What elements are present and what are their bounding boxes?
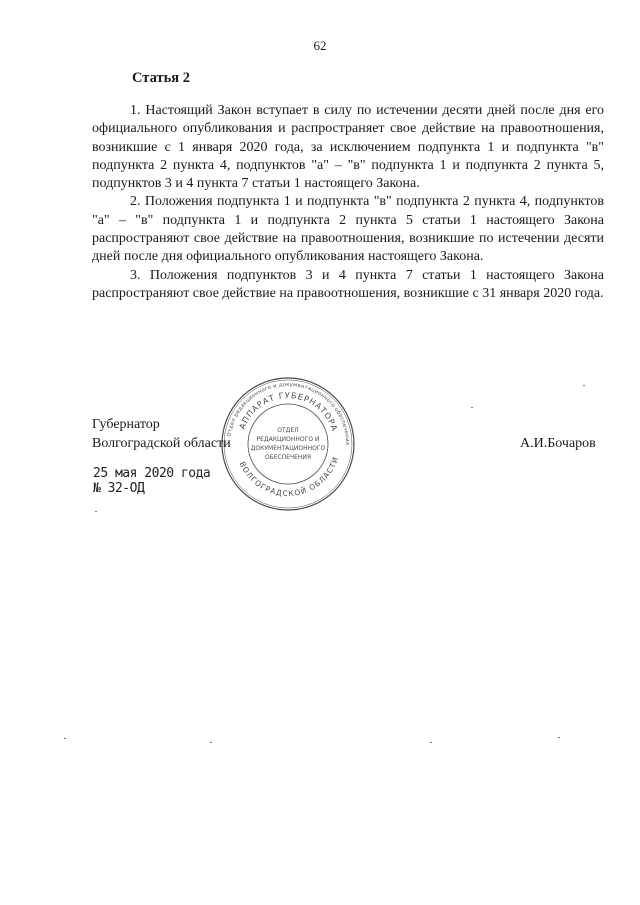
scan-speck <box>558 737 560 738</box>
page-number: 62 <box>313 38 327 53</box>
scan-speck <box>583 385 585 386</box>
stamp-middle-ring-text: АППАРАТ ГУБЕРНАТОРА <box>237 390 340 433</box>
stamp-center-line-2: РЕДАКЦИОННОГО И <box>256 436 320 443</box>
scan-speck <box>210 742 212 743</box>
paragraph-2: 2. Положения подпункта 1 и подпункта "в" подпункта 2 пункта 4, подпунктов "а" – "в" подпункта 1 и подпункта 2 пункта 5 статьи 1 настоящего Закона распространяют свое действие на правоотношения, возникшие по истечении десяти дней после дня официального опубликования настоящего Закона. <box>92 194 604 265</box>
scan-speck <box>471 407 473 408</box>
paragraph-1: 1. Настоящий Закон вступает в силу по истечении десяти дней после дня его официального опубликования и распространяет свое действие на правоотношения, возникшие с 1 января 2020 года, за исключением подпункта 1 и подпункта "в" подпункта 2 пункта 4, подпунктов "а" – "в" подпункта 1 и подпункта 2 пункта 5, подпунктов 3 и 4 пункта 7 статьи 1 настоящего Закона. <box>92 103 604 192</box>
stamp-center-line-1: ОТДЕЛ <box>277 427 299 434</box>
svg-text:ВОЛГОГРАДСКОЙ ОБЛАСТИ <box>238 455 341 498</box>
paragraph-3: 3. Положения подпунктов 3 и 4 пункта 7 статьи 1 настоящего Закона распространяют свое действие на правоотношения, возникшие с 31 января 2020 года. <box>92 267 604 301</box>
stamp-center-line-4: ОБЕСПЕЧЕНИЯ <box>264 454 312 461</box>
article-title: Статья 2 <box>132 70 190 86</box>
signer-title-line-2: Волгоградской области <box>92 436 231 451</box>
law-number: № 32-ОД <box>93 481 145 496</box>
scan-speck <box>95 511 97 512</box>
scan-speck <box>430 742 432 743</box>
signer-name: А.И.Бочаров <box>520 436 596 451</box>
stamp-bottom-ring-text: ВОЛГОГРАДСКОЙ ОБЛАСТИ <box>237 455 341 499</box>
scan-speck <box>64 738 66 739</box>
stamp-center-line-3: ДОКУМЕНТАЦИОННОГО <box>250 445 326 452</box>
article-body <box>92 102 604 303</box>
signer-title-line-1: Губернатор <box>92 417 160 432</box>
official-stamp <box>218 374 358 514</box>
law-date: 25 мая 2020 года <box>93 466 211 481</box>
stamp-outer-ring-text: Отдел редакционного и документационного обеспечения <box>226 381 351 446</box>
